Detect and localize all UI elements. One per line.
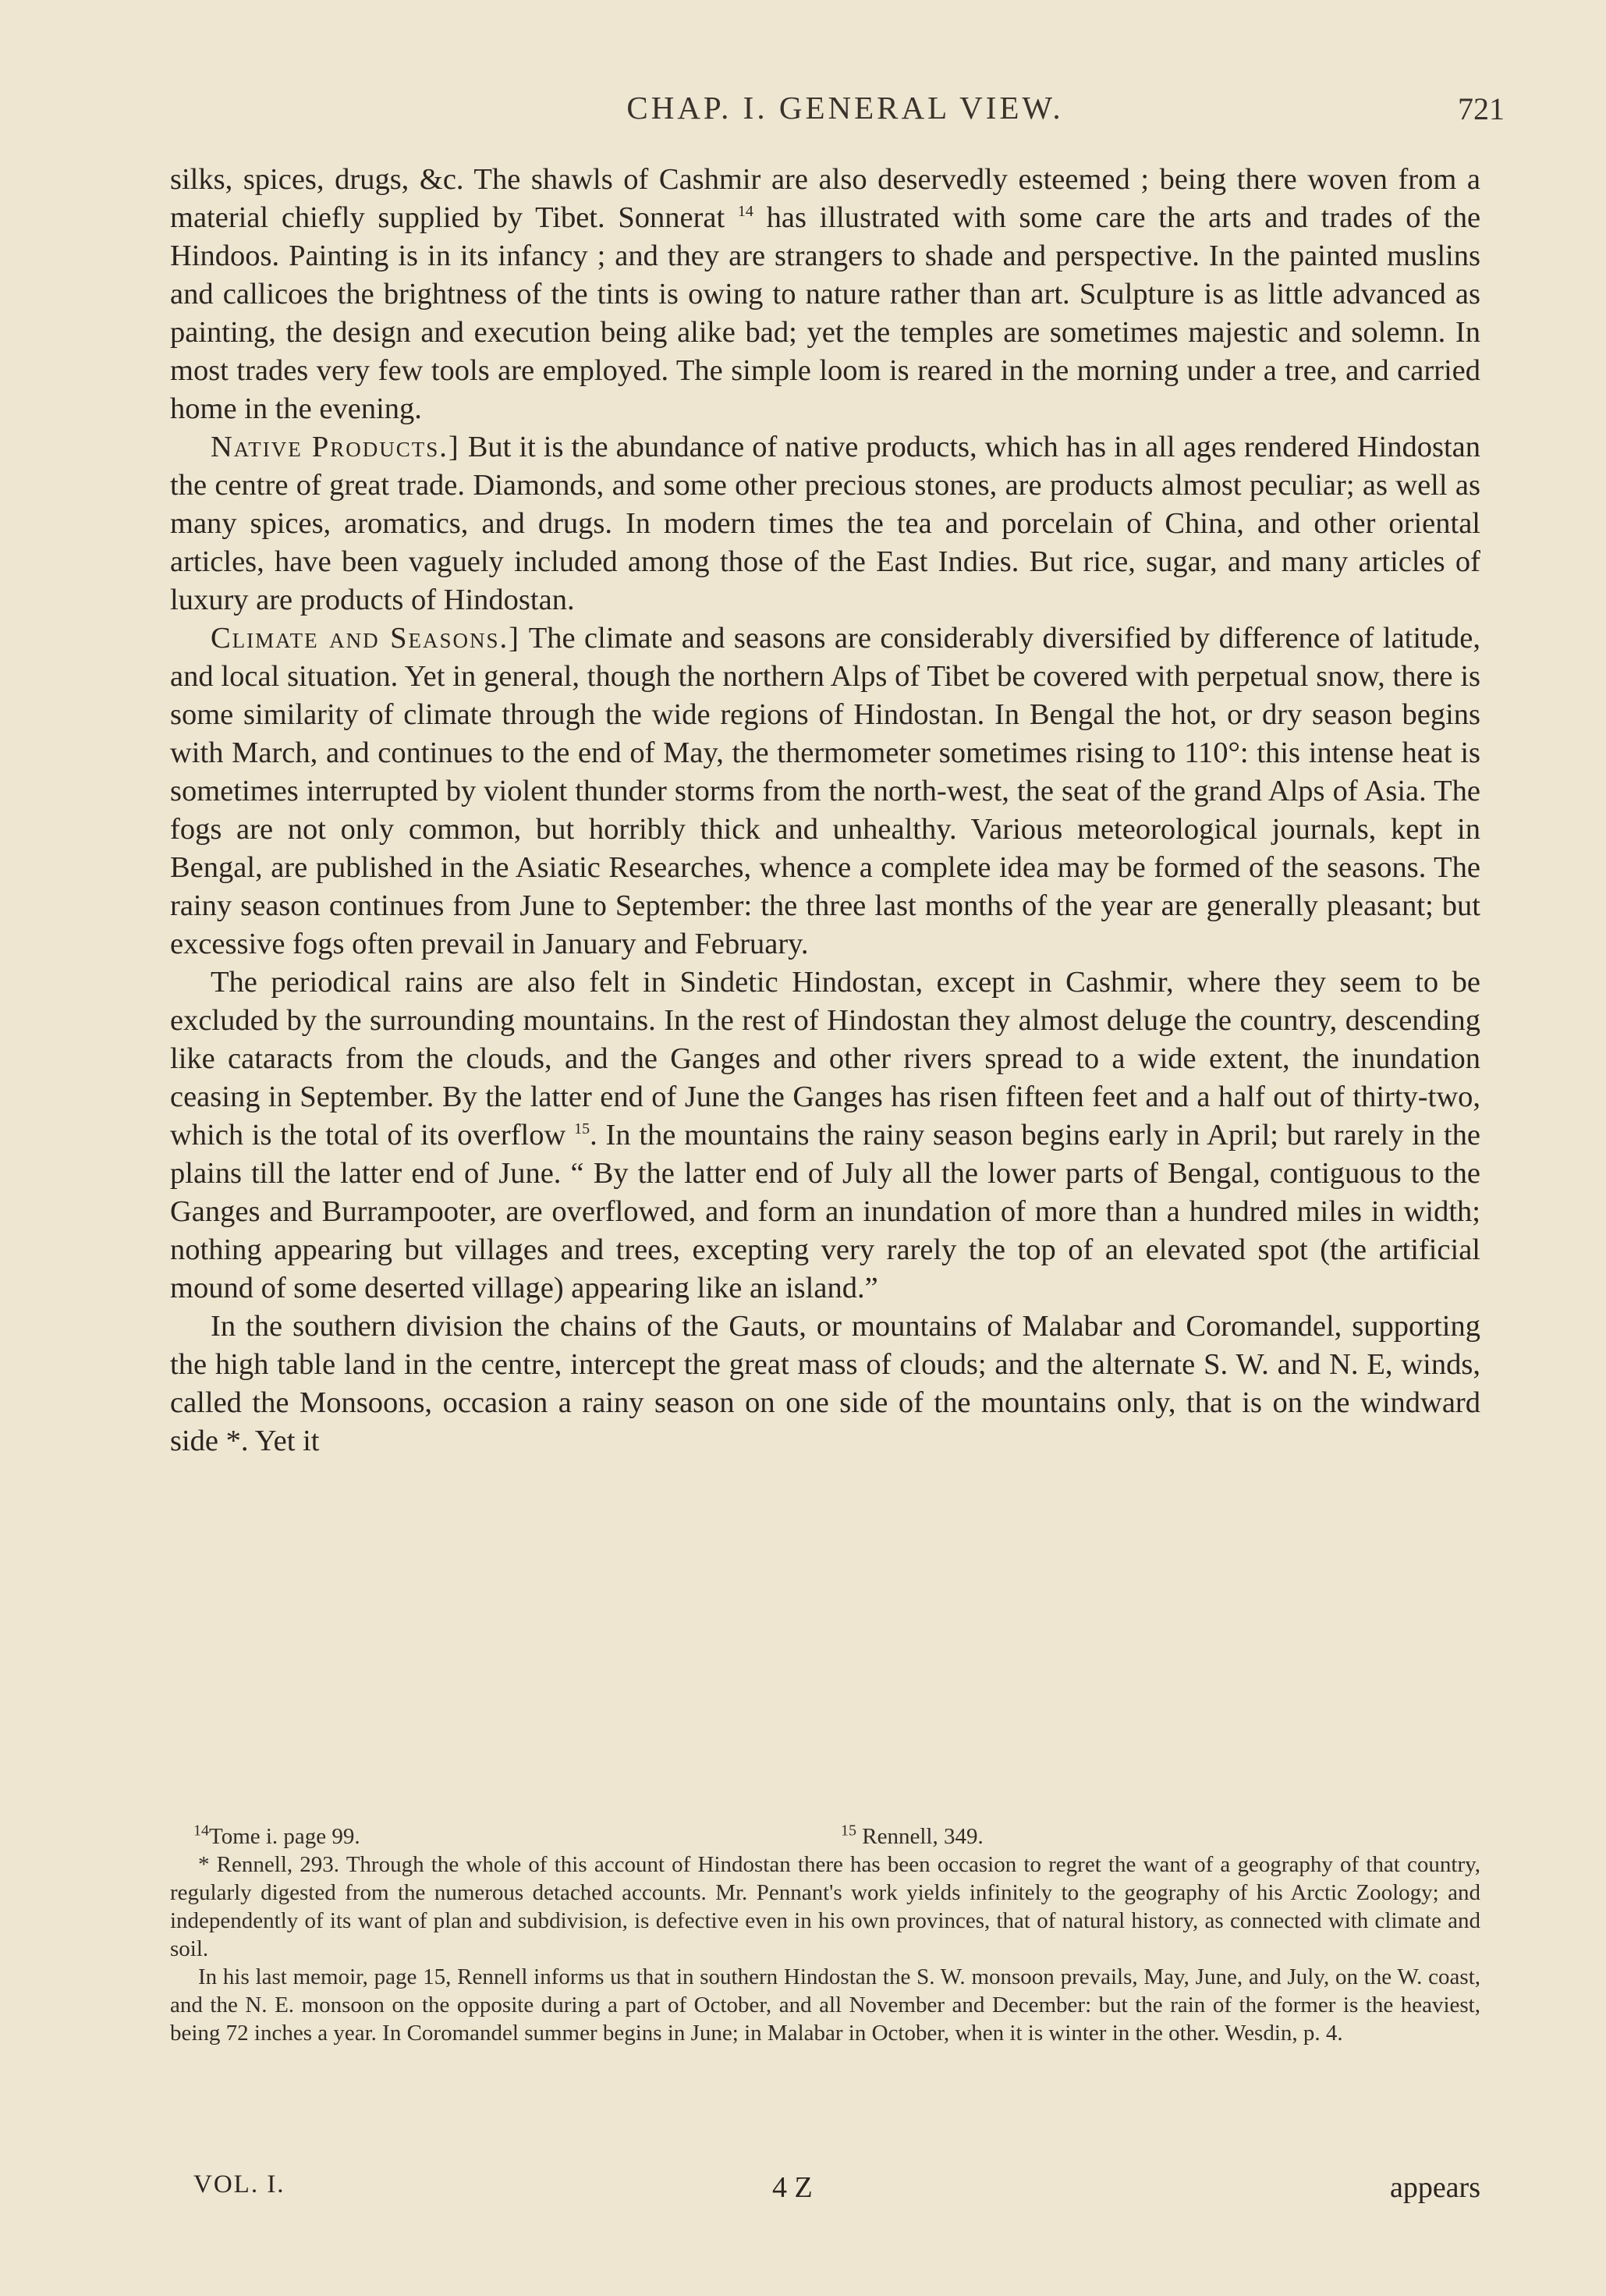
volume-label: VOL. I. — [193, 2170, 285, 2198]
paragraph-southern — [170, 1308, 1480, 1460]
paragraph-native-products — [170, 428, 1480, 619]
footnote-14 — [193, 1822, 360, 1851]
paragraph-text: In the southern division the chains of the Gauts, or mountains of Malabar and Coromandel, supporting the high table land in the centre, intercept the great mass of clouds; and the alternate S. W. and N. E, winds, called the Monsoons, occasion a rainy season on one side of the mountains only, that is on the windward side *. Yet it — [170, 1310, 1480, 1457]
running-title: CHAP. I. GENERAL VIEW. — [626, 90, 1064, 126]
footnote-row — [170, 1822, 1480, 1851]
paragraph-text-continued: has illustrated with some care the arts and trades of the Hindoos. Painting is in its infancy ; and they are strangers to shade and perspective. In the painted muslins and callicoes the brightness of the tints is owing to nature rather than art. Sculpture is as little advanced as painting, the design and execution being alike bad; yet the temples are sometimes majestic and solemn. In most trades very few tools are employed. The simple loom is reared in the morning under a tree, and carried home in the evening. — [170, 201, 1481, 425]
footnotes — [170, 1822, 1480, 2047]
footnote-star — [170, 1851, 1480, 1963]
section-heading: Native Products.] — [211, 431, 460, 463]
paragraph-climate — [170, 619, 1480, 963]
footnote-14-text: Tome i. page 99. — [209, 1824, 360, 1849]
paragraph-text: But it is the abundance of native products, which has in all ages rendered Hindostan the centre of great trade. Diamonds, and some other precious stones, are products almost peculiar; as well as many spices, aromatics, and drugs. In modern times the tea and porcelain of China, and other oriental articles, have been vaguely included among those of the East Indies. But rice, sugar, and many articles of luxury are products of Hindostan. — [170, 431, 1481, 616]
footnote-15 — [841, 1822, 984, 1851]
footnote-marker: 14 — [193, 1822, 209, 1840]
page-signature-line — [193, 2170, 1480, 2205]
footnote-marker: 15 — [841, 1822, 856, 1840]
footnote-star-label: * Rennell, 293. — [198, 1852, 340, 1877]
running-head — [170, 84, 1520, 131]
footnote-star-text: Through the whole of this account of Hindostan there has been occasion to regret the want of a geography of that country, regularly digested from the numerous detached accounts. Mr. Pennant's work yields infinitely to the geography of his Arctic Zoology; and independently of its want of plan and subdivision, is defective even in his own provinces, that of natural history, as connected with climate and soil. — [170, 1852, 1480, 1961]
page-number: 721 — [1458, 91, 1505, 126]
catchword: appears — [1389, 2171, 1480, 2204]
paragraph-text-continued: In the mountains the rainy season begins early in April; but rarely in the plains till the latter end of June. “ By the latter end of July all the lower parts of Bengal, contiguous to the Ganges and Burrampooter, are overflowed, and form an inundation of more than a hundred miles in width; nothing appearing but villages and trees, excepting very rarely the top of an elevated spot (the artificial mound of some deserted village) appearing like an island.” — [170, 1119, 1481, 1304]
footnote-15-text: Rennell, 349. — [862, 1824, 984, 1849]
footnote-memoir: In his last memoir, page 15, Rennell informs us that in southern Hindostan the S. W. monsoon prevails, May, June, and July, on the W. coast, and the N. E. monsoon on the opposite during a part of October, and all November and December: but the rain of the former is the heaviest, being 72 inches a year. In Coromandel summer begins in June; in Malabar in October, when it is winter in the other. Wesdin, p. 4. — [170, 1964, 1480, 2046]
section-heading: Climate and Seasons.] — [211, 622, 520, 655]
note-ref-14: 14 — [737, 203, 753, 221]
signature-mark: 4 Z — [772, 2171, 813, 2204]
body-text — [170, 161, 1480, 1460]
paragraph-crafts — [170, 161, 1480, 428]
paragraph-rains: The periodical rains are also felt in Sindetic Hindostan, except in Cashmir, where they seem to be excluded by the surrounding mountains. In the rest of Hindostan they almost deluge the country, descending like cataracts from the clouds, and the Ganges and other rivers spread to a wide extent, the inundation ceasing in September. By the latter end of June the Ganges has risen fifteen feet and a half out of thirty-two, which is the total of its overflow $^{15}$. In the mountains the rainy season begins early in April; but rarely in the plains till the latter end of June. “ By the latter end of July all the lower parts of Bengal, contiguous to the Ganges and Burrampooter, are overflowed, and form an inundation of more than a hundred miles in width; nothing appearing but villages and trees, excepting very rarely the top of an elevated spot (the artificial mound of some deserted village) appearing like an island.” — [170, 966, 1481, 1304]
note-ref-15: 15 — [574, 1120, 590, 1138]
paragraph-text: silks, spices, drugs, &c. The shawls of Cashmir are also deservedly esteemed ; being there woven from a material chiefly supplied by Tibet. Sonnerat — [170, 163, 1480, 234]
paragraph-text: The climate and seasons are considerably diversified by difference of latitude, and local situation. Yet in general, though the northern Alps of Tibet be covered with perpetual snow, there is some similarity of climate through the wide regions of Hindostan. In Bengal the hot, or dry season begins with March, and continues to the end of May, the thermometer sometimes rising to 110°: this intense heat is sometimes interrupted by violent thunder storms from the north-west, the seat of the grand Alps of Asia. The fogs are not only common, but horribly thick and unhealthy. Various meteorological journals, kept in Bengal, are published in the Asiatic Researches, whence a complete idea may be formed of the seasons. The rainy season continues from June to September: the three last months of the year are generally pleasant; but excessive fogs often prevail in January and February. — [170, 622, 1480, 960]
paragraph-text: The periodical rains are also felt in Sindetic Hindostan, except in Cashmir, where they seem to be excluded by the surrounding mountains. In the rest of Hindostan they almost deluge the country, descending like cataracts from the clouds, and the Ganges and other rivers spread to a wide extent, the inundation ceasing in September. By the latter end of June the Ganges has risen fifteen feet and a half out of thirty-two, which is the total of its overflow — [170, 966, 1480, 1152]
